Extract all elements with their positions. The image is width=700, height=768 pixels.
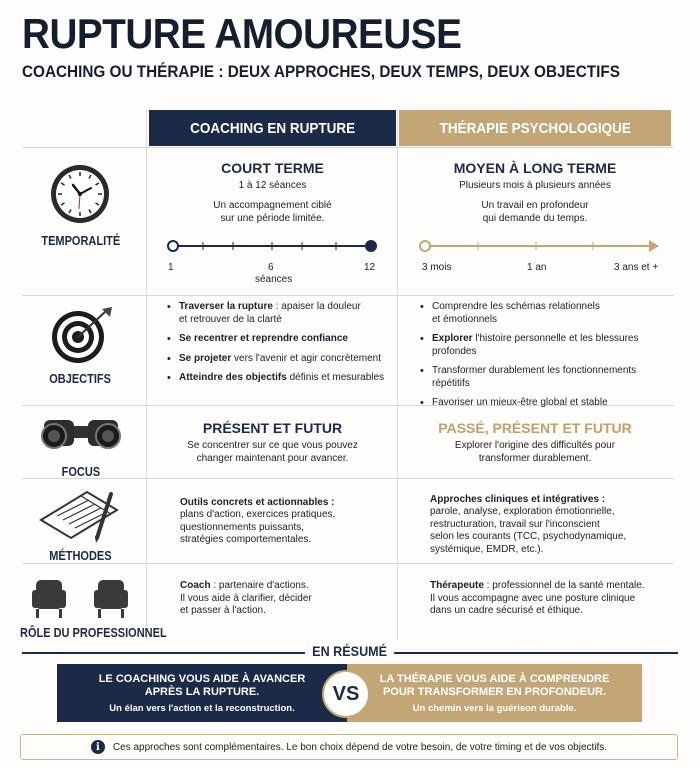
page-title: RUPTURE AMOUREUSE: [22, 10, 462, 57]
axis-label: séances: [255, 274, 293, 285]
summary-therapie: [347, 664, 642, 722]
coaching-role: Coach : partenaire d'actions. Il vous aide à clarifier, décider et passer à l'action.: [180, 580, 395, 618]
description-line: Un accompagnement ciblé: [213, 200, 332, 211]
row-label-methodes: MÉTHODES: [49, 549, 112, 563]
focus-text: transformer durablement.: [478, 453, 592, 464]
methodes-title: Outils concrets et actionnables :: [180, 497, 335, 508]
focus-text: changer maintenant pour avancer.: [196, 453, 349, 464]
methodes-line: selon les courants (TCC, psychodynamique,: [430, 531, 627, 543]
divider: [397, 110, 398, 640]
focus-text: Se concentrer sur ce que vous pouvez: [187, 440, 358, 451]
duration-timeline: [413, 236, 663, 256]
description-line: sur une période limitée.: [220, 213, 325, 224]
summary-text: POUR TRANSFORMER EN PROFONDEUR.: [382, 685, 607, 698]
methodes-line: systémique, EMDR, etc.).: [430, 543, 544, 555]
list-item: • Favoriser un mieux-être global et stable: [418, 397, 673, 410]
focus-title: PRÉSENT ET FUTUR: [202, 420, 343, 436]
therapie-temporalite: [399, 160, 671, 225]
info-note: [20, 734, 678, 760]
duration-text: Plusieurs mois à plusieurs années: [459, 180, 611, 191]
methodes-line: plans d'action, exercices pratiques,: [180, 509, 336, 520]
binoculars-icon: [40, 414, 122, 458]
coaching-focus: [149, 420, 396, 465]
row-label-focus: FOCUS: [61, 465, 100, 479]
description-line: Un travail en profondeur: [481, 200, 589, 211]
coaching-temporalite: [149, 160, 396, 225]
role-line: Il vous aide à clarifier, décider: [180, 592, 312, 604]
list-item: • Se recentrer et reprendre confiance: [165, 333, 395, 346]
therapie-role: Thérapeute : professionnel de la santé mentale. Il vous accompagne avec une posture clinique dans un cadre sécurisé et éthique.: [430, 580, 670, 618]
focus-title: PASSÉ, PRÉSENT ET FUTUR: [438, 420, 632, 436]
term-title: COURT TERME: [221, 160, 324, 176]
summary-subtext: Un élan vers l'action et la reconstruction.: [109, 702, 295, 714]
notebook-icon: [37, 486, 125, 544]
divider: [22, 147, 674, 148]
column-header-coaching: COACHING EN RUPTURE: [149, 110, 396, 146]
list-item: • Se projeter vers l'avenir et agir concrètement: [165, 353, 395, 366]
armchairs-icon: [30, 576, 130, 620]
info-icon: i: [91, 740, 105, 754]
list-item: • Explorer l'histoire personnelle et les blessures profondes: [418, 333, 673, 358]
tick-label: 6: [268, 262, 274, 273]
list-item: • Traverser la rupture : apaiser la douleur et retrouver de la clarté: [165, 301, 395, 326]
methodes-line: stratégies comportementales.: [180, 534, 312, 546]
sessions-text: 1 à 12 séances: [238, 180, 307, 191]
summary-coaching: [57, 664, 347, 722]
methodes-line: restructuration, travail sur l'inconscient: [430, 518, 600, 530]
methodes-line: parole, analyse, exploration émotionnelle,: [430, 506, 615, 517]
note-text: Ces approches sont complémentaires. Le bon choix dépend de votre besoin, de votre timing et de vos objectifs.: [112, 741, 608, 753]
divider: [22, 295, 674, 296]
sessions-timeline: [160, 236, 388, 256]
summary-subtext: Un chemin vers la guérison durable.: [412, 702, 577, 714]
summary-text: LA THÉRAPIE VOUS AIDE À COMPRENDRE: [379, 672, 610, 685]
therapie-focus: [399, 420, 671, 465]
therapie-methodes: [430, 493, 670, 556]
coaching-methodes: [180, 496, 395, 547]
list-item: • Transformer durablement les fonctionnements répétitifs: [418, 365, 673, 390]
list-item: • Comprendre les schémas relationnels et émotionnels: [418, 301, 673, 326]
role-line: dans un cadre sécurisé et éthique.: [430, 605, 583, 617]
tick-label: 3 ans et +: [614, 262, 659, 273]
summary-title: EN RÉSUMÉ: [0, 643, 700, 659]
row-label-role: RÔLE DU PROFESSIONNEL: [20, 626, 167, 640]
tick-label: 12: [364, 262, 376, 273]
divider: [22, 563, 674, 564]
summary-text: APRÈS LA RUPTURE.: [144, 685, 260, 698]
description-line: qui demande du temps.: [482, 213, 588, 224]
summary-text: LE COACHING VOUS AIDE À AVANCER: [98, 672, 306, 685]
tick-label: 3 mois: [422, 262, 452, 273]
page-subtitle: COACHING OU THÉRAPIE : DEUX APPROCHES, DEUX TEMPS, DEUX OBJECTIFS: [22, 62, 620, 81]
focus-text: Explorer l'origine des difficultés pour: [454, 440, 616, 451]
vs-badge: VS: [322, 670, 370, 718]
term-title: MOYEN À LONG TERME: [453, 160, 617, 176]
role-line: et passer à l'action.: [180, 605, 266, 617]
clock-icon: [49, 163, 111, 225]
divider: [146, 110, 147, 640]
target-icon: [50, 305, 114, 365]
row-label-temporalite: TEMPORALITÉ: [41, 234, 120, 248]
list-item: • Atteindre des objectifs définis et mesurables: [165, 372, 395, 385]
tick-label: 1: [168, 262, 174, 273]
methodes-line: questionnements puissants,: [180, 521, 304, 533]
coaching-objectifs-list: [165, 301, 395, 392]
tick-label: 1 an: [527, 262, 547, 273]
methodes-title: Approches cliniques et intégratives :: [430, 494, 606, 505]
therapie-objectifs-list: [418, 301, 673, 417]
role-line: Il vous accompagne avec une posture clinique: [430, 592, 636, 604]
row-label-objectifs: OBJECTIFS: [49, 372, 112, 386]
column-header-therapie: THÉRAPIE PSYCHOLOGIQUE: [399, 110, 671, 146]
